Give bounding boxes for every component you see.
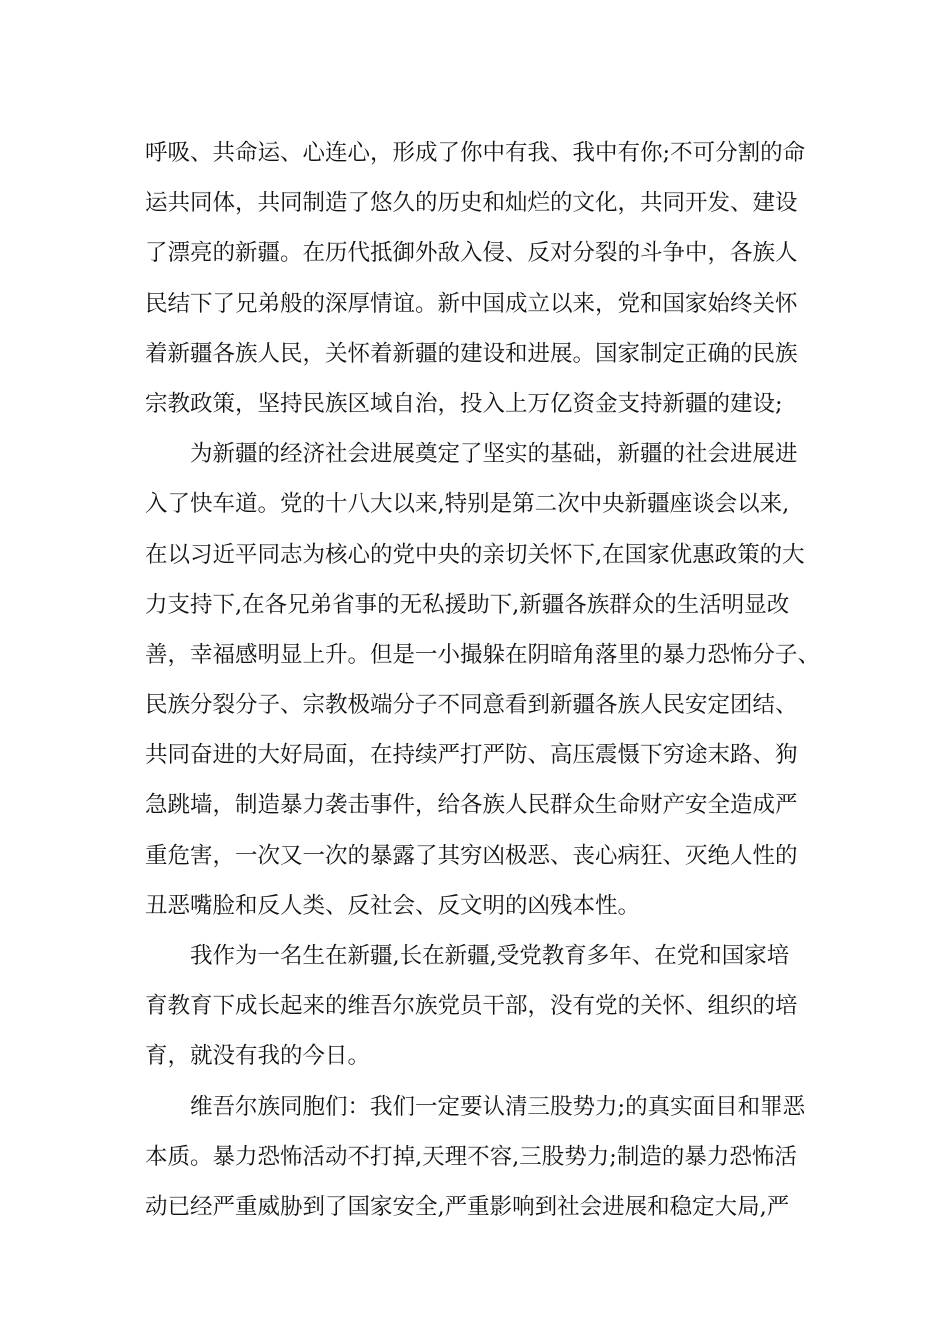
text-line: 了漂亮的新疆。在历代抵御外敌入侵、反对分裂的斗争中，各族人 xyxy=(145,240,798,267)
text-line: 在以习近平同志为核心的党中央的亲切关怀下,在国家优惠政策的大 xyxy=(145,541,805,568)
text-line: 民族分裂分子、宗教极端分子不同意看到新疆各族人民安定团结、 xyxy=(145,692,798,719)
text-line: 着新疆各族人民，关怀着新疆的建设和进展。国家制定正确的民族 xyxy=(145,340,798,367)
text-line: 丑恶嘴脸和反人类、反社会、反文明的凶残本性。 xyxy=(145,892,641,919)
text-line: 善，幸福感明显上升。但是一小撮躲在阴暗角落里的暴力恐怖分子、 xyxy=(145,641,821,668)
text-line: 急跳墙，制造暴力袭击事件，给各族人民群众生命财产安全造成严 xyxy=(145,792,798,819)
text-line: 运共同体，共同制造了悠久的历史和灿烂的文化，共同开发、建设 xyxy=(145,190,798,217)
text-line: 维吾尔族同胞们：我们一定要认清三股势力;的真实面目和罪恶 xyxy=(190,1093,806,1120)
text-line: 我作为一名生在新疆,长在新疆,受党教育多年、在党和国家培 xyxy=(190,943,790,969)
text-line: 宗教政策，坚持民族区域自治，投入上万亿资金支持新疆的建设; xyxy=(145,390,783,417)
text-line: 重危害，一次又一次的暴露了其穷凶极恶、丧心病狂、灭绝人性的 xyxy=(145,842,798,869)
text-line: 入了快车道。党的十八大以来,特别是第二次中央新疆座谈会以来, xyxy=(145,491,790,518)
text-line: 共同奋进的大好局面，在持续严打严防、高压震慑下穷途末路、狗 xyxy=(145,742,798,769)
text-line: 为新疆的经济社会进展奠定了坚实的基础，新疆的社会进展进 xyxy=(190,441,798,468)
text-line: 动已经严重威胁到了国家安全,严重影响到社会进展和稳定大局,严 xyxy=(145,1193,790,1220)
text-line: 力支持下,在各兄弟省事的无私援助下,新疆各族群众的生活明显改 xyxy=(145,591,790,618)
text-line: 呼吸、共命运、心连心，形成了你中有我、我中有你;不可分割的命 xyxy=(145,140,806,166)
text-line: 本质。暴力恐怖活动不打掉,天理不容,三股势力;制造的暴力恐怖活 xyxy=(145,1143,797,1170)
text-line: 育，就没有我的今日。 xyxy=(145,1043,371,1070)
text-line: 民结下了兄弟般的深厚情谊。新中国成立以来，党和国家始终关怀 xyxy=(145,290,798,317)
document-body xyxy=(145,128,825,1232)
text-line: 育教育下成长起来的维吾尔族党员干部，没有党的关怀、组织的培 xyxy=(145,993,798,1020)
